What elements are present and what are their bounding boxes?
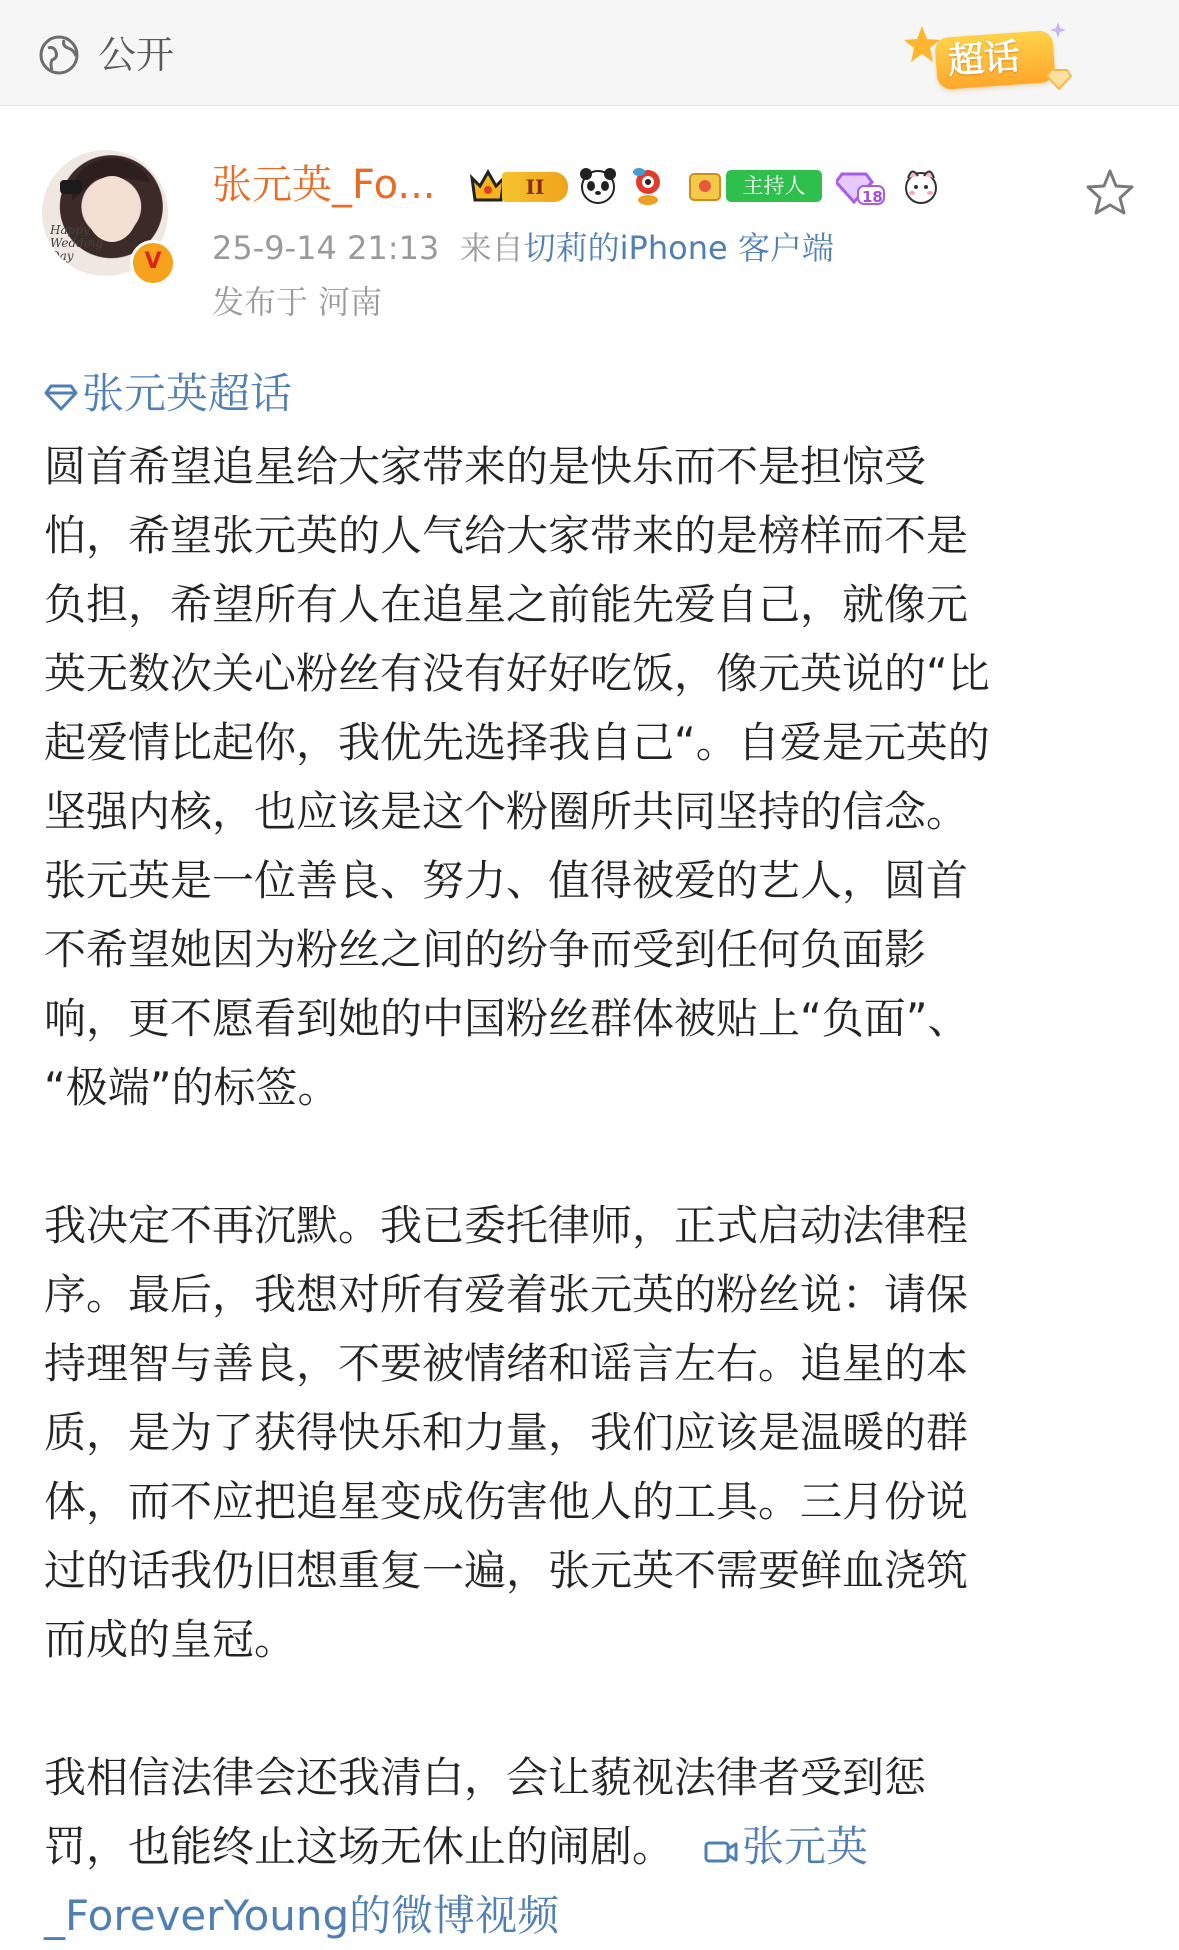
character-icon <box>898 160 944 210</box>
globe-icon <box>38 34 80 76</box>
supertopic-badge-label: 超话 <box>946 36 1022 83</box>
visibility-bar <box>0 0 1179 106</box>
topic-diamond-icon <box>44 383 78 411</box>
supertopic-badge[interactable] <box>900 20 1085 100</box>
post-timestamp: 25-9-14 21:13 <box>212 229 440 267</box>
visibility-label: 公开 <box>98 33 175 77</box>
source-client-link[interactable]: 切莉的iPhone 客户端 <box>523 229 834 267</box>
panda-icon <box>578 160 618 210</box>
fan-level: 18 <box>862 188 883 206</box>
topic-link[interactable] <box>44 366 292 422</box>
post-paragraph: 我决定不再沉默。我已委托律师，正式启动法律程 序。最后，我想对所有爱着张元英的粉丝说：请保 持理智与善良，不要被情绪和谣言左右。追星的本 质，是为了获得快乐和力量，我们应该是温暖的群 体，而不应把追星变成伤害他人的工具。三月份说 过的话我仍旧想重复一遍，张元英不需要鲜血浇筑 而成的皇冠。 <box>44 1201 969 1664</box>
mascot-icon <box>628 160 668 210</box>
video-link-label: 张元英 _ForeverYoung的微博视频 <box>44 1822 869 1940</box>
crown-level-badge[interactable]: II <box>502 172 568 202</box>
author-name[interactable]: 张元英_Fo... <box>212 162 436 208</box>
post-location: 发布于 河南 <box>212 283 383 321</box>
host-icon <box>686 160 730 210</box>
avatar[interactable]: Happy Wedding Day <box>42 150 168 276</box>
post-body <box>44 432 1144 1950</box>
video-icon <box>704 1839 738 1865</box>
favorite-star-icon[interactable] <box>1085 168 1135 216</box>
host-badge[interactable]: 主持人 <box>726 170 822 202</box>
verified-badge: V <box>130 240 176 286</box>
sparkle-icon <box>1050 22 1066 38</box>
post-paragraph-text: 我相信法律会还我清白，会让藐视法律者受到惩 罚，也能终止这场无休止的闹剧。 <box>44 1753 927 1871</box>
post-paragraph: 圆首希望追星给大家带来的是快乐而不是担惊受 怕，希望张元英的人气给大家带来的是榜样而不是 负担，希望所有人在追星之前能先爱自己，就像元 英无数次关心粉丝有没有好好吃饭，像元英说的“比 起爱情比起你，我优先选择我自己“。自爱是元英的 坚强内核，也应该是这个粉圈所共同坚持的信念。 张元英是一位善良、努力、值得被爱的艺人，圆首 不希望她因为粉丝之间的纷争而受到任何负面影 响，更不愿看到她的中国粉丝群体被贴上“负面”、 “极端”的标签。 <box>44 442 990 1112</box>
topic-label: 张元英超话 <box>82 369 293 418</box>
source-prefix: 来自 <box>459 229 524 267</box>
diamond-icon <box>1046 68 1072 90</box>
post-paragraph <box>44 1743 1144 1950</box>
post-meta <box>212 226 834 270</box>
